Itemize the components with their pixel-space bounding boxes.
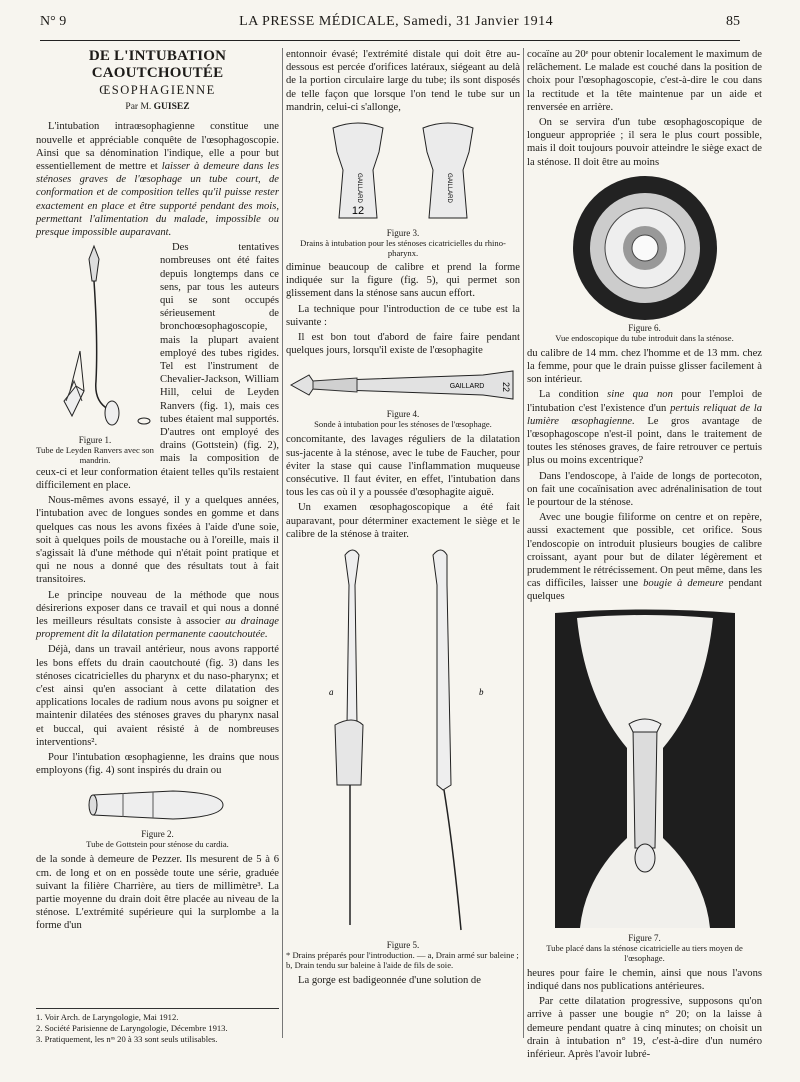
figure-2 bbox=[36, 781, 279, 849]
leyden-ranvers-tube-illustration bbox=[36, 241, 154, 431]
fig5-b-label: b bbox=[479, 687, 484, 698]
column-3 bbox=[527, 48, 762, 1063]
article-author: Par M. GUISEZ bbox=[125, 102, 190, 113]
page-number: 85 bbox=[726, 14, 740, 29]
paragraph: Dans l'endoscope, à l'aide de longs de portecoton, on fait une cocaïnisation avec adrénalinisation de tout le pourtour de la sténose. bbox=[527, 470, 762, 509]
paragraph: Par cette dilatation progressive, supposons qu'on arrive à passer une bougie n° 20; on la laisse à demeure pendant quatre à cinq minutes; on choisit un drain à intubation n° 19, c'est-à-dire d'un numéro inférieur. Après l'avoir lubré- bbox=[527, 996, 762, 1060]
figure-3-label: Figure 3. bbox=[386, 228, 420, 239]
fig3-brand: GAILLARD bbox=[446, 173, 452, 203]
paragraph: de la sonde à demeure de Pezzer. Ils mesurent de 5 à 6 cm. de long et on en possède toute une série, graduée suivant la filière Charrière, au tiers de millimètre³. La partie moyenne du drain doit être placée au niveau de la sténose. L'extrémité supérieure qui la surplombe a la forme d'un bbox=[36, 854, 279, 932]
rhino-pharynx-drains-illustration bbox=[303, 118, 503, 228]
paragraph: Il est bon tout d'abord de faire faire pendant quelques jours, lorsqu'il existe de l'œsophagite bbox=[286, 332, 520, 357]
figure-5 bbox=[286, 545, 520, 970]
column-rule bbox=[523, 48, 524, 1038]
paragraph: Nous-mêmes avons essayé, il y a quelques années, l'intubation avec de longues sondes en gomme et dans quelques cas nous les avons fixées à l'aide d'une soie, soit à quelques poils de moustache ou à l'oreille, mais il s'agissait là d'une méthode qui n'était point pratique et qui ne nous a donné que des résultats tout à fait transitoires. bbox=[36, 495, 279, 586]
footnote: 3. Pratiquement, les nᵒˢ 20 à 33 sont seuls utilisables. bbox=[36, 1034, 218, 1044]
paragraph: Un examen œsophagoscopique a été fait auparavant, pour déterminer exactement le siège et le calibre de la sténose à traiter. bbox=[286, 502, 520, 540]
paragraph: L'intubation intraœsophagienne constitue une nouvelle et appréciable conquête de l'œsophagoscopie. Ainsi que sa dénomination l'indique, elle a pour but essentiellement de mettre et laisser à demeure dans les sténoses graves de l'œsophage un tube court, de conformation et de composition telles qu'il puisse rester exactement en place et être supporté pendant des mois, permettant l'alimentation du malade, impossible ou presque impossible auparavant. bbox=[36, 121, 279, 239]
fig3-number: 12 bbox=[351, 205, 365, 218]
figure-5-label: Figure 5. bbox=[386, 940, 420, 951]
paragraph: Des tentatives nombreuses ont été faites depuis longtemps dans ce sens, par tous les auteurs qui se sont occupés sérieusement de bronchoœsophagoscopie, mais la plupart avaient employé des tubes rigides. Tel est l'instrument de Chevalier-Jackson, William Hill, celui de Leyden Ranvers (fig. 1), mais ces tubes étaient mal supportés. D'autres ont employé des drains (Gottstein) (fig. 2), mais la composition de ceux-ci et leur conformation étaient telles qu'ils restaient difficilement en place. bbox=[36, 242, 279, 491]
paragraph: Pour l'intubation œsophagienne, les drains que nous employons (fig. 4) sont inspirés du drain ou bbox=[36, 751, 279, 777]
paragraph: La condition sine qua non pour l'emploi de l'intubation c'est l'existence d'un pertuis reliquat de la lumière œsophagienne. Le gros avantage de l'œsophagoscope n'est-il point, dans le traitement de toutes les sténoses graves, de faire retrouver ce pertuis plus ou moins excentrique? bbox=[527, 389, 762, 467]
figure-1-caption: Figure 1. Tube de Leyden Ranvers avec son mandrin. bbox=[36, 435, 154, 466]
paragraph: La gorge est badigeonnée d'une solution de bbox=[298, 975, 481, 987]
paragraph: Le principe nouveau de la méthode que nous désirerions exposer dans ce travail et qui nous a donné les meilleurs résultats consiste à associer au drainage proprement dit la dilatation permanente caoutchoutée. bbox=[36, 589, 280, 641]
figure-7-caption: Figure 7. Tube placé dans la sténose cicatricielle au tiers moyen de l'œsophage. bbox=[527, 933, 762, 963]
figure-6 bbox=[527, 173, 762, 343]
paragraph: Avec une bougie filiforme on centre et on repère, aussi exactement que possible, cet orifice. Sous l'endoscopie on introduit plusieurs bougies de calibre croissant, ayant pour but de dilater légèrement et prudemment le rétrécissement. On peut même, dans les cas difficiles, laisser une bougie à demeure pendant quelques bbox=[527, 512, 762, 603]
figure-1 bbox=[36, 241, 154, 465]
figure-1-label: Figure 1. bbox=[78, 435, 112, 446]
article-subtitle: ŒSOPHAGIENNE bbox=[99, 83, 216, 97]
footnotes bbox=[36, 1008, 279, 1045]
footnote: 2. Société Parisienne de Laryngologie, Décembre 1913. bbox=[36, 1023, 228, 1033]
paragraph: Déjà, dans un travail antérieur, nous avons rapporté les bons effets du drain caoutchouté (fig. 3) dans les sténoses cicatricielles du pharynx et du naso-pharynx; et c'est ainsi qu'en associant à cette dilatation des applications locales de radium nous avons pu soigner et maintenir dilatées des sténoses graves du pharynx nasal et buccal, qui avaient résisté à de nombreuses interventions². bbox=[36, 644, 279, 748]
column-1 bbox=[36, 48, 279, 935]
figure-2-label: Figure 2. bbox=[141, 829, 174, 840]
figure-2-caption: Figure 2. Tube de Gottstein pour sténose du cardia. bbox=[36, 829, 279, 849]
figure-5-caption: Figure 5. * Drains préparés pour l'introduction. — a, Drain armé sur baleine ; b, Drain tendu sur baleine à l'aide de fils de soie. bbox=[286, 940, 519, 971]
paragraph: cocaïne au 20ᵉ pour obtenir localement le maximum de relâchement. Le malade est couché dans la position de choix pour l'œsophagoscopie, c'est-à-dire le cou dans la rectitude et la tête maintenue par un aide et renversée en arrière. bbox=[527, 49, 762, 113]
fig5-a-label: a bbox=[329, 687, 334, 698]
article-title: DE L'INTUBATION CAOUTCHOUTÉE bbox=[88, 48, 227, 81]
esophageal-intubation-probe-illustration bbox=[287, 361, 519, 409]
figure-7 bbox=[527, 608, 762, 963]
paragraph: diminue beaucoup de calibre et prend la forme indiquée sur la figure (fig. 5), qui permet son glissement dans la sténose sans aucun effort. bbox=[286, 262, 520, 300]
fig3-brand: GAILLARD bbox=[356, 173, 362, 203]
figure-3 bbox=[286, 118, 520, 258]
tube-placed-in-stenosis-illustration bbox=[545, 608, 745, 933]
paragraph: On se servira d'un tube œsophagoscopique de longueur appropriée ; il sera le plus court possible, mais il doit toujours pouvoir atteindre le siège exact de la sténose. Il doit être au moins bbox=[527, 117, 762, 168]
journal-title: LA PRESSE MÉDICALE, Samedi, 31 Janvier 1914 bbox=[239, 14, 554, 29]
figure-7-label: Figure 7. bbox=[628, 932, 661, 943]
figure-6-label: Figure 6. bbox=[628, 322, 661, 333]
fig4-brand: GAILLARD bbox=[449, 383, 485, 391]
page-header bbox=[40, 14, 740, 41]
fig4-number: 22 bbox=[501, 382, 511, 393]
paragraph: du calibre de 14 mm. chez l'homme et de 13 mm. chez la femme, pour que le drain puisse glisser facilement à son intérieur. bbox=[527, 347, 762, 386]
figure-4-caption: Figure 4. Sonde à intubation pour les sténoses de l'œsophage. bbox=[286, 409, 520, 429]
author-name: GUISEZ bbox=[153, 102, 190, 113]
figure-4-label: Figure 4. bbox=[386, 409, 420, 420]
paragraph: concomitante, des lavages réguliers de la dilatation sus-jacente à la sténose, avec le tube de Faucher, pour éviter la stase qui cause l'inflammation muqueuse consécutive. Il faut éviter, en effet, l'intubation dans tous les cas où il y a poussée d'œsophagite aiguë. bbox=[286, 434, 520, 499]
prepared-drains-illustration bbox=[293, 545, 513, 940]
paragraph: entonnoir évasé; l'extrémité distale qui doit être au-dessous est percée d'orifices latéraux, siégeant au delà de la portion circulaire large du tube; ils sont disposés de telle façon que lorsque l'on tend le tube sur un mandrin, celui-ci s'allonge, bbox=[286, 49, 520, 113]
issue-number: N° 9 bbox=[40, 14, 67, 29]
column-rule bbox=[282, 48, 283, 1038]
figure-4 bbox=[286, 361, 520, 429]
column-2 bbox=[286, 48, 520, 989]
paragraph: heures pour faire le chemin, ainsi que nous l'avons indiqué dans nos publications antérieures. bbox=[527, 967, 762, 992]
endoscopic-view-illustration bbox=[570, 173, 720, 323]
figure-3-caption: Figure 3. Drains à intubation pour les sténoses cicatricielles du rhino-pharynx. bbox=[286, 228, 520, 258]
gottstein-tube-illustration bbox=[83, 781, 233, 829]
footnote: 1. Voir Arch. de Laryngologie, Mai 1912. bbox=[36, 1012, 179, 1022]
paragraph: La technique pour l'introduction de ce tube est la suivante : bbox=[286, 303, 520, 328]
figure-6-caption: Figure 6. Vue endoscopique du tube introduit dans la sténose. bbox=[527, 323, 762, 343]
